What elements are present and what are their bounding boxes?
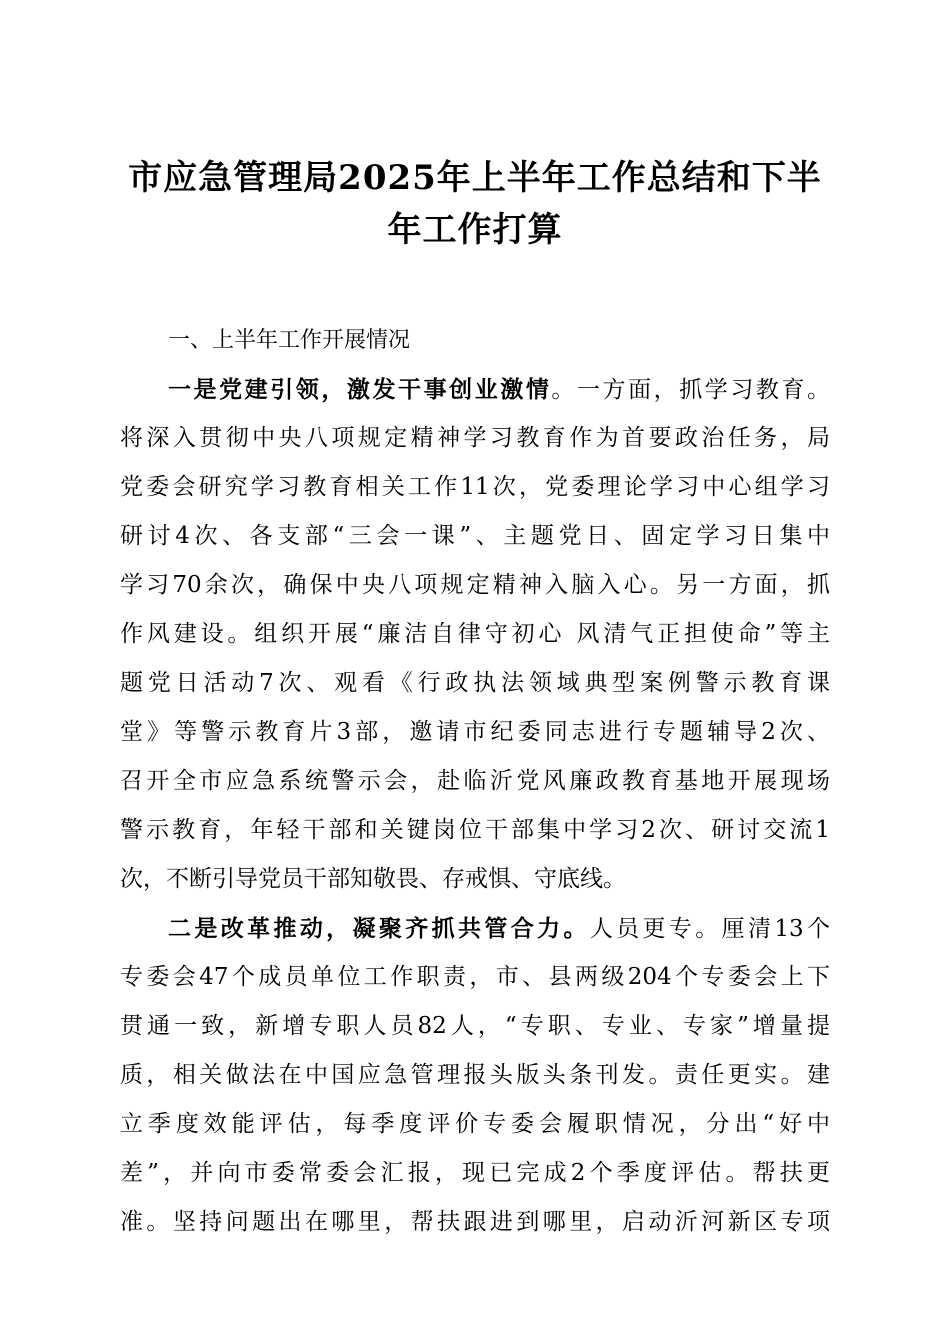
paragraph-2-line: 准。坚持问题出在哪里，帮扶跟进到哪里，启动沂河新区专项 [120,1209,830,1235]
paragraph-1-line: 将深入贯彻中央八项规定精神学习教育作为首要政治任务，局 [120,425,830,451]
paragraph-2-line: 立季度效能评估，每季度评价专委会履职情况，分出“好中 [120,1111,830,1137]
section-heading: 一、上半年工作开展情况 [168,328,411,353]
paragraph-1-line: 召开全市应急系统警示会，赴临沂党风廉政教育基地开展现场 [120,768,830,794]
paragraph-2-lead-bold: 二是改革推动，凝聚齐抓共管合力。 [168,915,590,942]
paragraph-2-first-line [120,904,830,953]
paragraph-2-line: 差”，并向市委常委会汇报，现已完成2个季度评估。帮扶更 [120,1160,830,1186]
paragraph-2-lead-rest: 人员更专。厘清13个 [589,916,830,942]
paragraph-1-line: 警示教育，年轻干部和关键岗位干部集中学习2次、研讨交流1 [120,817,830,843]
paragraph-2-line: 专委会47个成员单位工作职责，市、县两级204个专委会上下 [120,964,830,990]
title-line-2: 年工作打算 [387,210,563,250]
paragraph-1-line: 党委会研究学习教育相关工作11次，党委理论学习中心组学习 [120,474,830,500]
paragraph-1-lead-rest: 。一方面，抓学习教育。 [551,377,831,403]
document-title [100,152,850,256]
paragraph-2-line: 质，相关做法在中国应急管理报头版头条刊发。责任更实。建 [120,1062,830,1088]
paragraph-1-last-line: 次，不断引导党员干部知敬畏、存戒惧、守底线。 [120,866,626,892]
paragraph-1-first-line [120,365,830,414]
title-line-1: 市应急管理局2025年上半年工作总结和下半 [128,158,822,198]
document-body [120,316,830,1247]
paragraph-1-line: 题党日活动7次、观看《行政执法领域典型案例警示教育课 [120,670,830,696]
paragraph-1-line: 堂》等警示教育片3部，邀请市纪委同志进行专题辅导2次、 [120,719,830,745]
paragraph-1-line: 作风建设。组织开展“廉洁自律守初心 风清气正担使命”等主 [120,621,830,647]
paragraph-2-line: 贯通一致，新增专职人员82人，“专职、专业、专家”增量提 [120,1013,830,1039]
paragraph-1-lead-bold: 一是党建引领，激发干事创业激情 [168,376,552,403]
paragraph-1-line: 研讨4次、各支部“三会一课”、主题党日、固定学习日集中 [120,523,830,549]
paragraph-1-line: 学习70余次，确保中央八项规定精神入脑入心。另一方面，抓 [120,572,830,598]
